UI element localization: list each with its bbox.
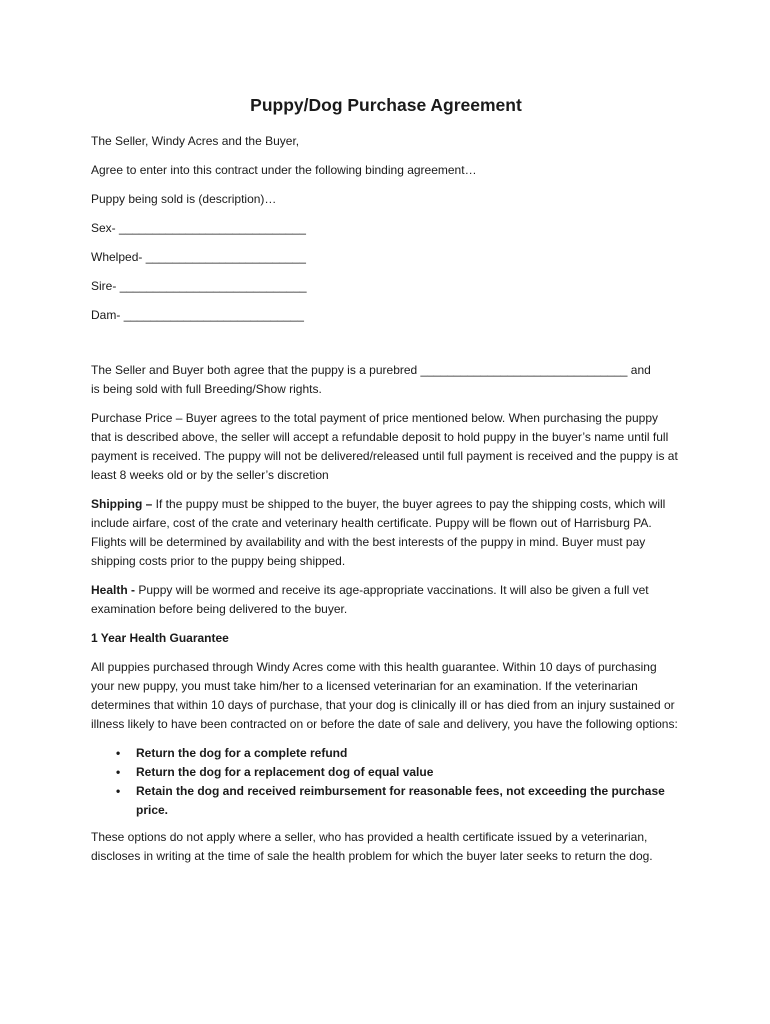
intro-agree: Agree to enter into this contract under the following binding agreement…	[91, 163, 477, 177]
list-item	[91, 744, 681, 763]
shipping-paragraph	[91, 495, 681, 571]
purebred-line-2: is being sold with full Breeding/Show rights.	[91, 382, 322, 396]
guarantee-heading: 1 Year Health Guarantee	[91, 631, 229, 645]
bullet-icon: •	[116, 784, 121, 798]
field-whelped-blank: ________________________	[145, 250, 306, 264]
field-dam	[91, 306, 681, 325]
document-title: Puppy/Dog Purchase Agreement	[250, 95, 522, 115]
bullet-icon: •	[116, 765, 121, 779]
field-whelped-label: Whelped-	[91, 250, 143, 264]
purebred-line-1: The Seller and Buyer both agree that the puppy is a purebred _______________________________ and	[91, 363, 651, 377]
shipping-text: If the puppy must be shipped to the buyer, the buyer agrees to pay the shipping costs, which will include airfare, cost of the crate and veterinary health certificate. Puppy will be flown out of Harrisburg PA. Flights will be determined by availability and with the best interests of the puppy in mind. Buyer must pay shipping costs prior to the puppy being shipped.	[91, 497, 666, 568]
health-label: Health -	[91, 583, 136, 597]
field-sex-label: Sex-	[91, 221, 116, 235]
exclusion-paragraph: These options do not apply where a seller, who has provided a health certificate issued by a veterinarian, discloses in writing at the time of sale the health problem for which the buyer later seeks to return the dog.	[91, 830, 653, 863]
health-text: Puppy will be wormed and receive its age-appropriate vaccinations. It will also be given a full vet examination before being delivered to the buyer.	[91, 583, 649, 616]
guarantee-paragraph: All puppies purchased through Windy Acres come with this health guarantee. Within 10 days of purchasing your new puppy, you must take him/her to a licensed veterinarian for an examination. If the veterinarian determines that within 10 days of purchase, that your dog is clinically ill or has died from an injury sustained or illness likely to have been contracted on or before the date of sale and delivery, you have the following options:	[91, 660, 678, 731]
option-text: Return the dog for a complete refund	[136, 746, 348, 760]
field-dam-blank: ___________________________	[123, 308, 304, 322]
purchase-price-paragraph: Purchase Price – Buyer agrees to the total payment of price mentioned below. When purchasing the puppy that is described above, the seller will accept a refundable deposit to hold puppy in the buyer’s name until full payment is received. The puppy will not be delivered/released until full payment is received and the puppy is at least 8 weeks old or by the seller’s discretion	[91, 411, 678, 482]
document-body	[91, 94, 681, 876]
puppy-description: Puppy being sold is (description)…	[91, 192, 277, 206]
field-dam-label: Dam-	[91, 308, 121, 322]
intro-parties: The Seller, Windy Acres and the Buyer,	[91, 134, 300, 148]
field-sire-label: Sire-	[91, 279, 117, 293]
list-item	[91, 763, 681, 782]
section-spacer	[91, 335, 681, 361]
field-sire	[91, 277, 681, 296]
health-paragraph	[91, 581, 681, 619]
shipping-label: Shipping –	[91, 497, 153, 511]
field-whelped	[91, 248, 681, 267]
option-text: Retain the dog and received reimbursement for reasonable fees, not exceeding the purchase price.	[136, 784, 665, 817]
list-item	[91, 782, 681, 820]
options-list	[91, 744, 681, 820]
purebred-paragraph	[91, 361, 681, 399]
option-text: Return the dog for a replacement dog of equal value	[136, 765, 434, 779]
bullet-icon: •	[116, 746, 121, 760]
field-sire-blank: ____________________________	[119, 279, 307, 293]
field-sex-blank: ____________________________	[119, 221, 306, 235]
field-sex	[91, 219, 681, 238]
